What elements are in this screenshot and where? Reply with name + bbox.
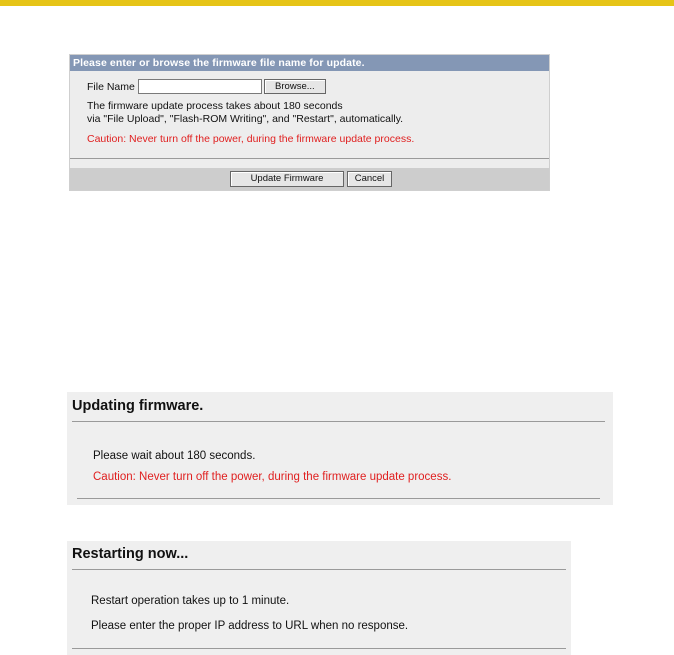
restarting-panel bbox=[67, 541, 571, 655]
update-firmware-button[interactable]: Update Firmware bbox=[230, 171, 344, 187]
updating-bottom-divider bbox=[77, 498, 600, 499]
updating-caution-text: Caution: Never turn off the power, during the firmware update process. bbox=[93, 471, 452, 483]
caution-text: Caution: Never turn off the power, during the firmware update process. bbox=[87, 133, 415, 145]
restarting-bottom-divider bbox=[72, 648, 566, 649]
restart-duration-text: Restart operation takes up to 1 minute. bbox=[91, 595, 290, 607]
restart-ip-hint-text: Please enter the proper IP address to URL when no response. bbox=[91, 620, 409, 632]
form-divider bbox=[70, 158, 549, 159]
info-text-line1: The firmware update process takes about 180 seconds bbox=[87, 100, 343, 112]
firmware-update-form bbox=[69, 54, 550, 191]
cancel-button[interactable]: Cancel bbox=[347, 171, 392, 187]
restarting-title-divider bbox=[72, 569, 566, 570]
updating-title-divider bbox=[72, 421, 605, 422]
form-header: Please enter or browse the firmware file name for update. bbox=[70, 55, 549, 71]
updating-wait-message: Please wait about 180 seconds. bbox=[93, 450, 256, 462]
restarting-title: Restarting now... bbox=[72, 546, 189, 562]
browse-button[interactable]: Browse... bbox=[264, 79, 326, 94]
info-text-line2: via "File Upload", "Flash-ROM Writing", and "Restart", automatically. bbox=[87, 113, 404, 125]
updating-firmware-panel bbox=[67, 392, 613, 505]
file-name-row bbox=[87, 78, 326, 95]
form-button-bar bbox=[70, 168, 549, 190]
updating-title: Updating firmware. bbox=[72, 398, 204, 414]
top-accent-bar bbox=[0, 0, 674, 6]
file-name-label: File Name bbox=[87, 80, 135, 93]
file-name-input[interactable] bbox=[138, 79, 262, 94]
